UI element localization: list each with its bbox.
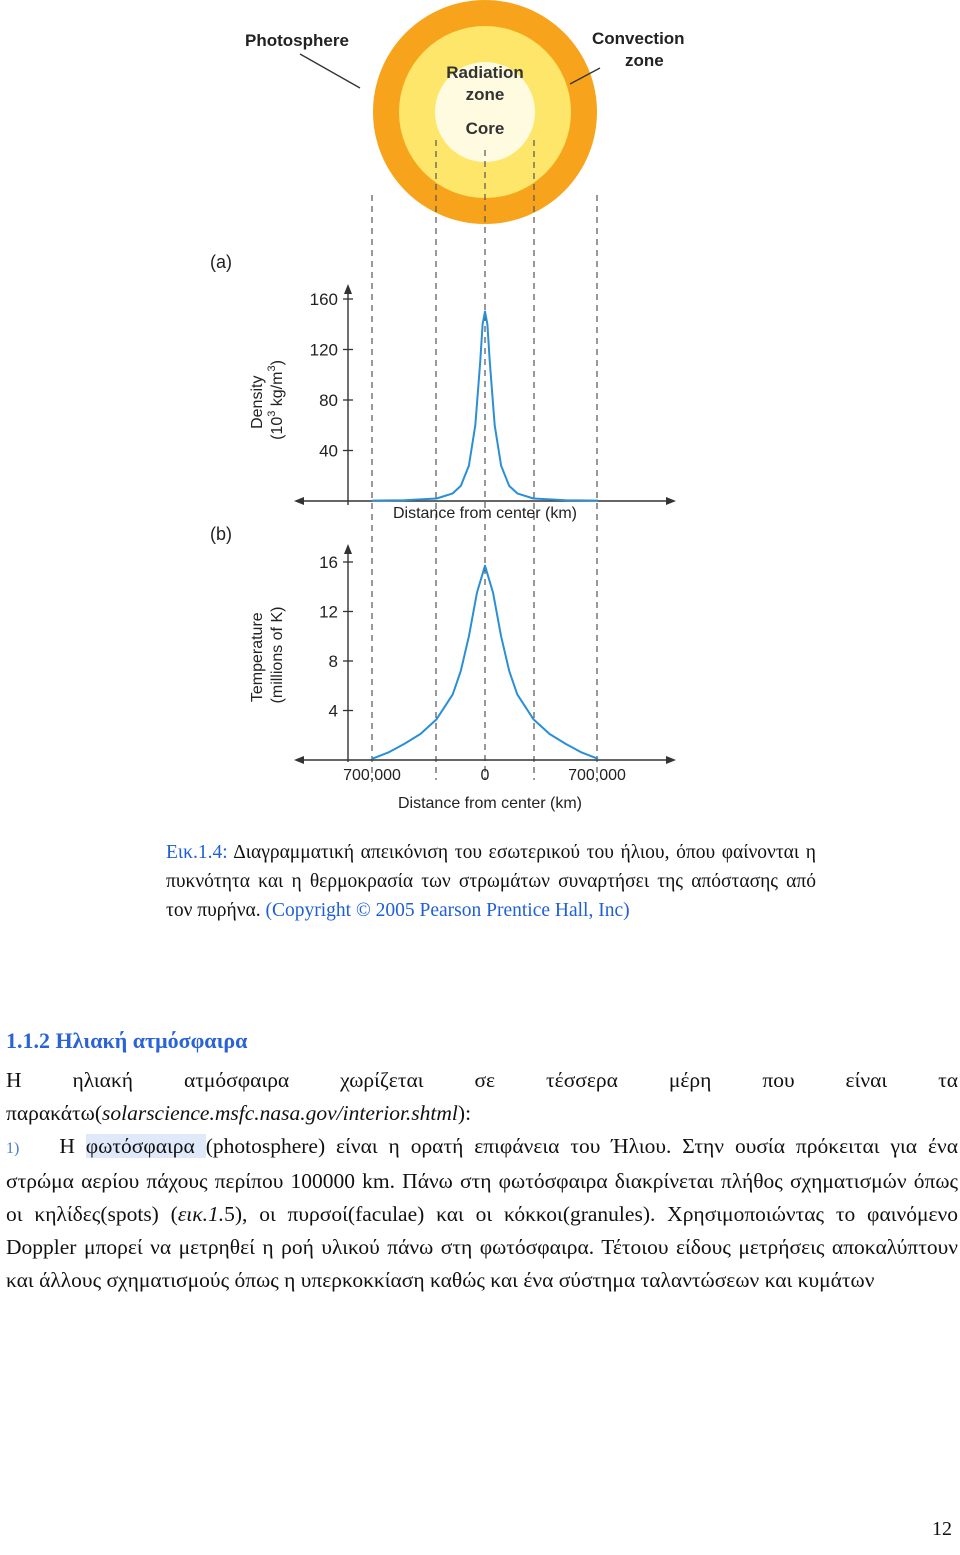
sun-figure-svg (200, 0, 700, 830)
list-item-number: 1) (6, 1140, 20, 1157)
sun-interior-figure (200, 0, 700, 830)
temperature-ytick-label: 8 (328, 652, 338, 671)
temperature-xtick-right: 700,000 (568, 767, 626, 784)
highlighted-term: φωτόσφαιρα (85, 1134, 206, 1158)
temperature-ytick-label: 12 (319, 602, 338, 622)
density-ytick-label: 160 (309, 290, 338, 309)
temperature-chart (249, 544, 676, 812)
core-label: Core (465, 119, 505, 138)
caption-copyright: (Copyright © 2005 Pearson Prentice Hall, Inc) (265, 900, 630, 921)
figure-reference: εικ.1. (177, 1202, 225, 1226)
density-x-arrow-right (666, 497, 676, 505)
temperature-ytick-label: 4 (328, 701, 338, 721)
convection-label-line2: zone (625, 51, 664, 70)
radiation-label-line1: Radiation (446, 63, 524, 82)
density-ytick-label: 80 (319, 391, 338, 410)
panel-b-label: (b) (210, 524, 232, 544)
list-item-photosphere: 1) Η φωτόσφαιρα (photosphere) είναι η ορατή επιφάνεια του Ήλιου. Στην ουσία πρόκειται για ένα στρώμα αερίου πάχους περίπου 100000 km. Πάνω στη φωτόσφαιρα διακρίνεται πλήθος σχηματισμών όπως οι κηλίδες(spots) (εικ.1.5), οι πυρσοί(faculae) και οι κόκκοι(granules). Χρησιμοποιώντας το φαινόμενο Doppler μπορεί να μετρηθεί η ροή υλικού πάνω στη φωτόσφαιρα. Τέτοιου είδους μετρήσεις αποκαλύπτουν και άλλους σχηματισμούς όπως η υπερκοκκίαση καθώς και ένα σύστημα ταλαντώσεων και κυμάτων (6, 1134, 958, 1292)
density-ytick-label: 120 (309, 340, 338, 360)
photosphere-label: Photosphere (245, 31, 349, 50)
density-ytick-label: 40 (319, 441, 338, 461)
photosphere-pointer (300, 54, 360, 88)
page-number: 12 (932, 1518, 952, 1540)
density-chart (249, 284, 676, 522)
density-y-arrow (344, 284, 352, 294)
temperature-ytick-label: 16 (319, 553, 338, 572)
density-y-label: Density ($10^3$ $kg/m^3$) (249, 360, 286, 440)
convection-label-line1: Convection (592, 29, 685, 48)
temperature-y-arrow (344, 544, 352, 554)
temperature-x-label: Distance from center (km) (397, 795, 583, 812)
caption-text: Διαγραμματική απεικόνιση του εσωτερικού του ήλιου, όπου φαίνονται η πυκνότητα και η θερμοκρασία των στρωμάτων συναρτήσει της απόστασης από τον πυρήνα. (166, 842, 816, 921)
temperature-xtick-left: 700,000 (343, 767, 401, 784)
alignment-guides (372, 140, 597, 780)
solar-atmosphere-section (6, 1026, 958, 1297)
panel-a-label: (a) (210, 252, 232, 272)
temperature-xtick-center: 0 (480, 767, 490, 784)
density-x-label: Distance from center (km) (392, 505, 578, 522)
caption-label: Εικ.1.4: (166, 842, 228, 863)
section-heading: 1.1.2 Ηλιακή ατμόσφαιρα (6, 1028, 248, 1053)
radiation-label-line2: zone (465, 85, 505, 104)
source-link: solarscience.msfc.nasa.gov/interior.shtml (101, 1101, 458, 1125)
temperature-x-arrow-right (666, 756, 676, 764)
density-x-arrow-left (294, 497, 304, 505)
temperature-y-label: Temperature (millions of K) (249, 606, 286, 704)
section-intro: Η ηλιακή ατμόσφαιρα χωρίζεται σε τέσσερα μέρη που είναι τα παρακάτω(solarscience.msfc.nasa.gov/interior.shtml): (6, 1068, 958, 1125)
figure-caption (166, 838, 816, 925)
temperature-x-arrow-left (294, 756, 304, 764)
